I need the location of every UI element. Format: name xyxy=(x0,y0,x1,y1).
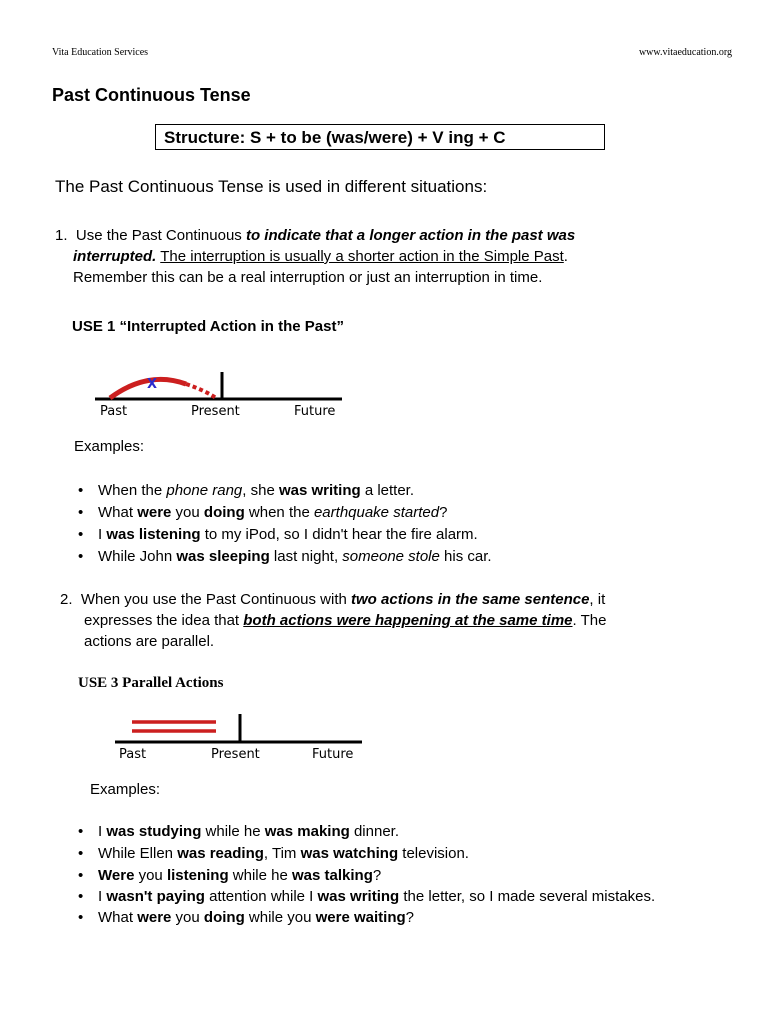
point-2-pre: When you use the Past Continuous with xyxy=(80,591,352,608)
timeline-parallel-diagram xyxy=(110,708,370,768)
list-item: • Were you listening while he was talking? xyxy=(76,865,718,887)
header-left: Vita Education Services xyxy=(52,47,149,58)
list-item: • What were you doing while you were waiting? xyxy=(76,907,718,929)
point-2-line-1 xyxy=(60,589,606,610)
use-3-title: USE 3 Parallel Actions xyxy=(78,675,224,691)
point-2-line-3: actions are parallel. xyxy=(84,633,215,650)
timeline-label-future: Future xyxy=(294,404,336,419)
point-1-line-1 xyxy=(55,225,575,246)
list-item: • While John was sleeping last night, someone stole his car. xyxy=(76,546,492,568)
examples-list-1 xyxy=(76,480,492,568)
point-2 xyxy=(60,589,606,652)
point-1-underlined: The interruption is usually a shorter action in the Simple Past xyxy=(160,248,564,265)
timeline-label-future: Future xyxy=(312,747,354,762)
examples-label-2: Examples: xyxy=(90,781,161,798)
examples-list-2 xyxy=(76,821,718,929)
point-1-emphasis-1: to indicate that a longer action in the past was xyxy=(245,227,576,244)
timeline-label-past: Past xyxy=(119,747,147,762)
interruption-x-mark: X xyxy=(147,377,158,392)
action-arc-dashed xyxy=(186,384,216,398)
point-1-pre: Use the Past Continuous xyxy=(75,227,246,244)
point-1 xyxy=(55,225,575,288)
list-item: • I was studying while he was making dinner. xyxy=(76,821,718,843)
timeline-interrupted-diagram xyxy=(90,364,350,424)
point-1-dot: . xyxy=(563,248,568,265)
timeline-label-present: Present xyxy=(211,747,260,762)
list-item: • What were you doing when the earthquake started? xyxy=(76,502,492,524)
point-1-number: 1. xyxy=(55,227,68,244)
use-1-title: USE 1 “Interrupted Action in the Past” xyxy=(72,318,344,335)
list-item: • When the phone rang, she was writing a letter. xyxy=(76,480,492,502)
examples-label-1: Examples: xyxy=(74,438,145,455)
timeline-label-present: Present xyxy=(191,404,240,419)
point-2-emphasis: two actions in the same sentence xyxy=(351,591,590,608)
header-right: www.vitaeducation.org xyxy=(638,47,732,58)
point-1-line-3: Remember this can be a real interruption or just an interruption in time. xyxy=(73,269,543,286)
point-1-line-2 xyxy=(55,246,575,267)
point-2-number: 2. xyxy=(60,591,73,608)
structure-box: Structure: S + to be (was/were) + V ing + C xyxy=(155,124,605,150)
list-item: • I wasn't paying attention while I was writing the letter, so I made several mistakes. xyxy=(76,887,718,907)
point-2-line-2: expresses the idea that both actions were happening at the same time. The xyxy=(84,612,607,629)
point-2-underlined-emphasis: both actions were happening at the same time xyxy=(243,612,573,629)
timeline-label-past: Past xyxy=(100,404,128,419)
list-item: • While Ellen was reading, Tim was watching television. xyxy=(76,843,718,865)
point-1-emphasis-2: interrupted. xyxy=(73,248,157,265)
intro-text: The Past Continuous Tense is used in different situations: xyxy=(55,177,488,196)
list-item: • I was listening to my iPod, so I didn't hear the fire alarm. xyxy=(76,524,492,546)
point-2-post: , it xyxy=(589,591,606,608)
page-title: Past Continuous Tense xyxy=(52,85,251,105)
